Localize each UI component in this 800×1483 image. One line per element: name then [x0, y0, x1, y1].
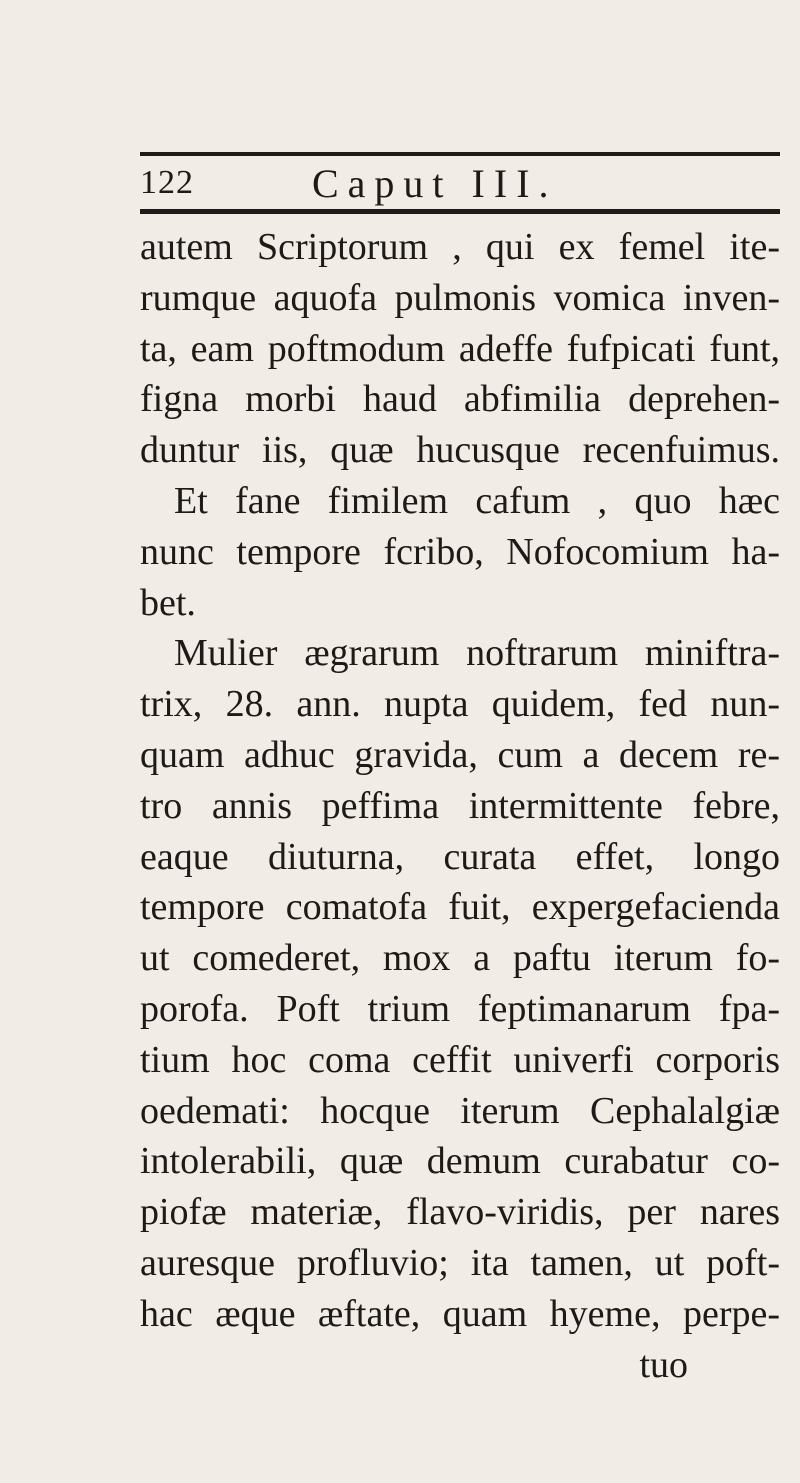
text-line: rumque aquofa pulmonis vomica inven- [140, 276, 780, 319]
text-line: tium hoc coma ceffit univerfi corporis [140, 1038, 780, 1081]
text-line: quam adhuc gravida, cum a decem re- [140, 733, 780, 776]
running-head: Caput III. [312, 161, 558, 206]
text-line: trix, 28. ann. nupta quidem, fed nun- [140, 683, 780, 726]
text-line: Mulier ægrarum noftrarum miniftra- [174, 632, 780, 675]
header-rule-bottom [140, 209, 780, 214]
text-line: figna morbi haud abfimilia deprehen- [140, 378, 780, 421]
page-header [140, 160, 780, 208]
text-line: nunc tempore fcribo, Nofocomium ha- [140, 530, 780, 573]
text-line: eaque diuturna, curata effet, longo [140, 835, 780, 878]
body-text [140, 222, 780, 1390]
text-line: auresque profluvio; ita tamen, ut poft- [140, 1241, 780, 1284]
text-line: porofa. Poft trium feptimanarum fpa- [140, 987, 780, 1030]
text-line: Et fane fimilem cafum , quo hæc [174, 479, 780, 522]
header-rule-top [140, 152, 780, 156]
text-line: intolerabili, quæ demum curabatur co- [140, 1140, 780, 1183]
text-line: ta, eam poftmodum adeffe fufpicati funt, [140, 327, 780, 370]
text-line: tro annis peffima intermittente febre, [140, 784, 780, 827]
text-line: oedemati: hocque iterum Cephalalgiæ [140, 1089, 780, 1132]
text-line: ut comederet, mox a paftu iterum fo- [140, 937, 780, 980]
text-line: bet. [140, 581, 196, 624]
text-line: hac æque æftate, quam hyeme, perpe- [140, 1292, 780, 1335]
page-number: 122 [140, 164, 194, 201]
text-line: tempore comatofa fuit, expergefacienda [140, 886, 780, 929]
catchword: tuo [639, 1343, 688, 1386]
text-line: duntur iis, quæ hucusque recenfuimus. [140, 429, 780, 472]
text-line: piofæ materiæ, flavo-viridis, per nares [140, 1191, 780, 1234]
text-line: autem Scriptorum , qui ex femel ite- [140, 226, 780, 268]
